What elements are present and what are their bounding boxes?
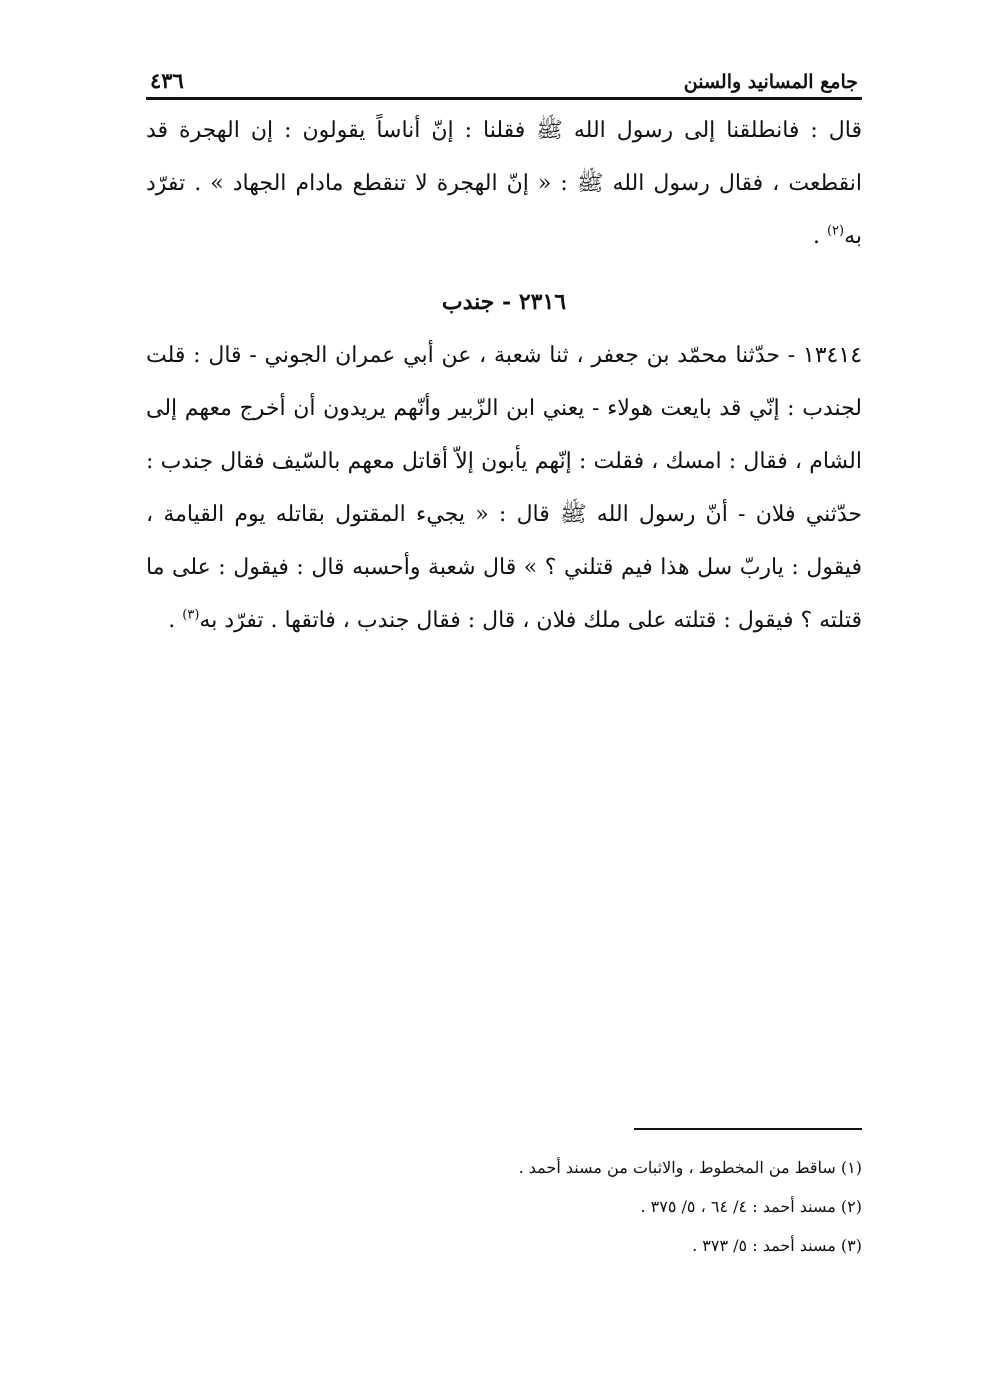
footnote-ref-3: (٣): [182, 607, 200, 623]
footnote-rule: [634, 1128, 862, 1130]
page-number: ٤٣٦: [150, 68, 184, 93]
hadith-number: ١٣٤١٤: [802, 343, 863, 368]
footnote-1: (١) ساقط من المخطوط ، والاثبات من مسند أحمد .: [518, 1158, 862, 1177]
intro-paragraph: [146, 104, 862, 263]
footnotes-section: [146, 1128, 862, 1265]
hadith-end: .: [168, 608, 183, 633]
footnote-ref-2: (٢): [826, 223, 845, 239]
intro-end: .: [812, 224, 827, 249]
hadith-text: - حدّثنا محمّد بن جعفر ، ثنا شعبة ، عن أبي عمران الجوني - قال : قلت لجندب : إنّي قد بايعت هولاء - يعني ابن الزّبير وأنّهم يريدون أن أخرج معهم إلى الشام ، فقال : امسك ، فقلت : إنّهم يأبون إلاّ أقاتل معهم بالسّيف فقال جندب : حدّثني فلان - أنّ رسول الله ﷺ قال : « يجيء المقتول بقاتله يوم القيامة ، فيقول : ياربّ سل هذا فيم قتلني ؟ » قال شعبة وأحسبه قال : فيقول : على ما قتلته ؟ فيقول : قتلته على ملك فلان ، قال : فقال جندب ، فاتقها . تفرّد به: [146, 343, 862, 633]
page-content: [146, 55, 862, 647]
footnote-3: (٣) مسند أحمد : ٥/ ٣٧٣ .: [692, 1236, 862, 1255]
running-header: [146, 55, 862, 93]
header-rule: [146, 97, 862, 100]
section-heading: ٢٣١٦ - جندب: [441, 289, 567, 315]
footnote-2: (٢) مسند أحمد : ٤/ ٦٤ ، ٥/ ٣٧٥ .: [640, 1197, 862, 1216]
hadith-paragraph: [146, 329, 862, 647]
intro-text: قال : فانطلقنا إلى رسول الله ﷺ فقلنا : إنّ أناساً يقولون : إن الهجرة قد انقطعت ، فقال رسول الله ﷺ : « إنّ الهجرة لا تنقطع مادام الجهاد » . تفرّد به: [146, 118, 862, 249]
book-title: جامع المسانيد والسنن: [683, 71, 858, 93]
